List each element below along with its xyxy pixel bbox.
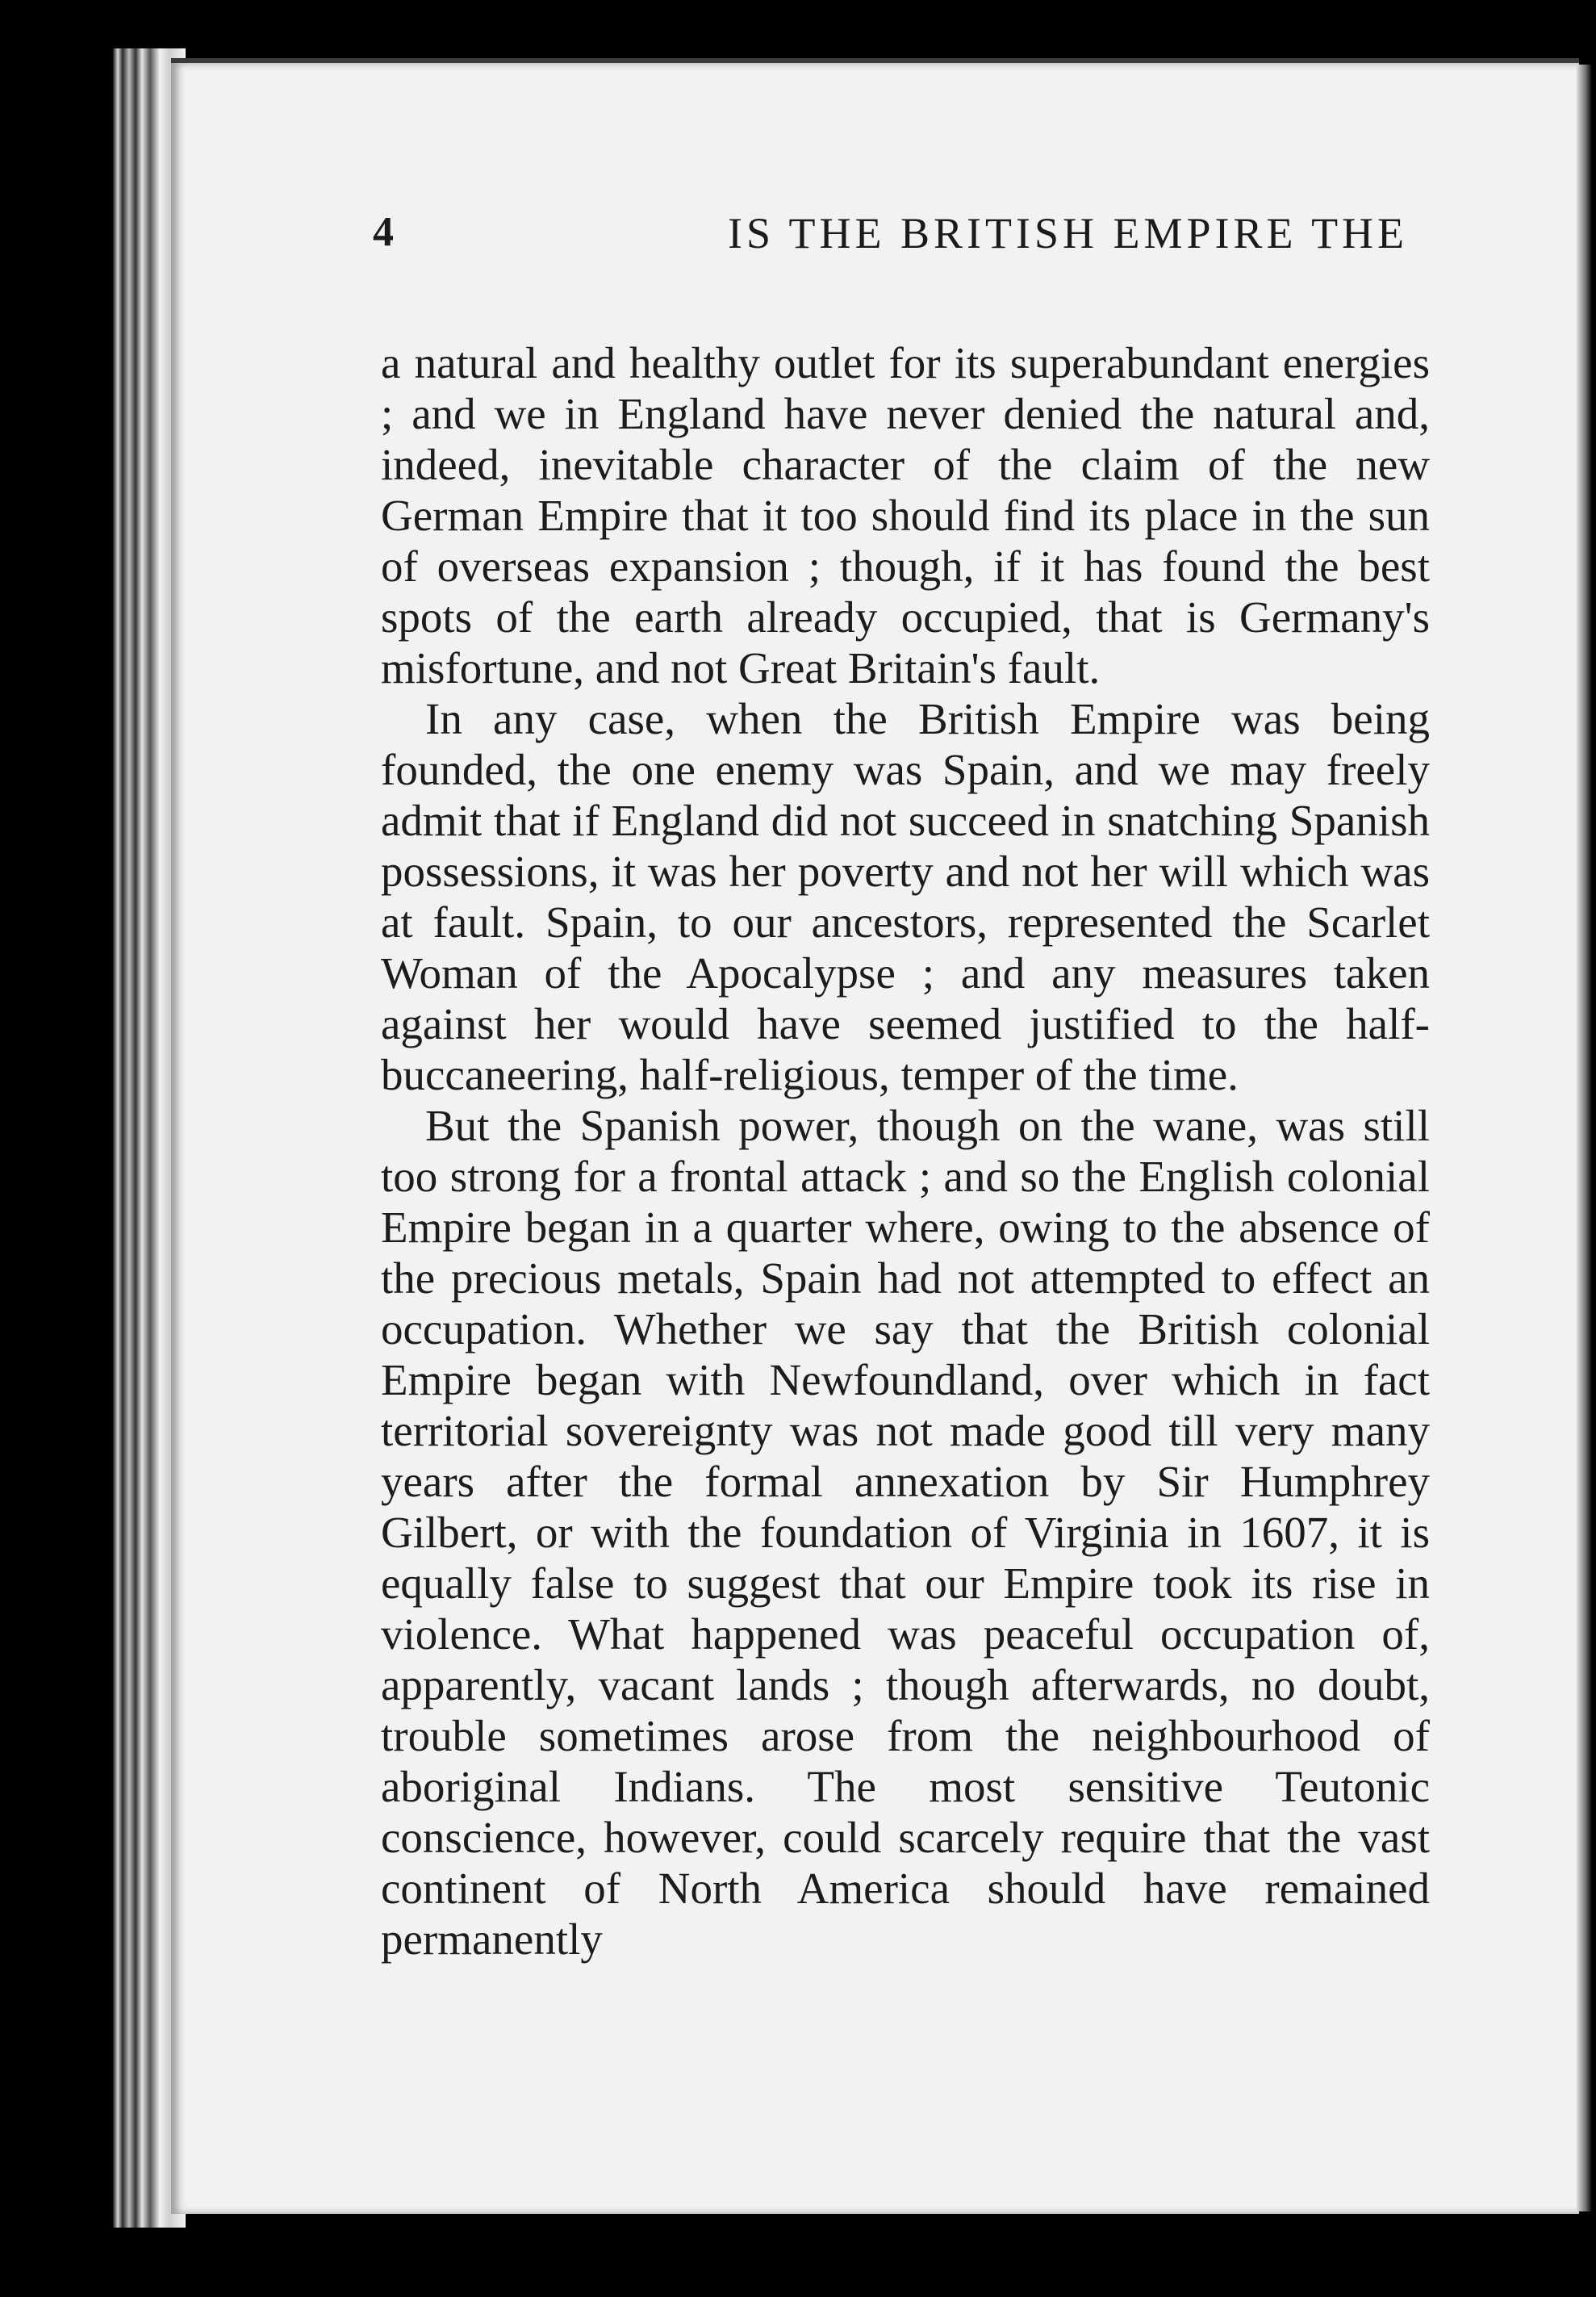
paragraph-3: But the Spanish power, though on the wane, was still too strong for a frontal attack ; and so the English colonial Empire began in a quarter where, owing to the absence of the precious metals, Spain had not attempted to effect an occupation. Whether we say that the British colonial Empire began with Newfoundland, over which in fact territorial sovereignty was not made good till very many years after the formal annexation by Sir Humphrey Gilbert, or with the foundation of Virginia in 1607, it is equally false to suggest that our Empire took its rise in violence. What happened was peaceful occupation of, apparently, vacant lands ; though afterwards, no doubt, trouble sometimes arose from the neighbourhood of aboriginal Indians. The most sensitive Teutonic conscience, however, could scarcely require that the vast continent of North America should have remained permanently xyxy=(381,1101,1430,1964)
page-number: 4 xyxy=(373,209,394,255)
page-right-edge xyxy=(1577,65,1591,2211)
running-head xyxy=(373,208,1422,297)
body-text xyxy=(381,337,1430,1964)
book-page xyxy=(171,58,1579,2214)
running-head-title: IS THE BRITISH EMPIRE THE xyxy=(728,209,1409,257)
paragraph-1: a natural and healthy outlet for its superabundant energies ; and we in England have never denied the natural and, indeed, inevitable character of the claim of the new German Empire that it too should find its place in the sun of overseas expansion ; though, if it has found the best spots of the earth already occupied, that is Germany's misfortune, and not Great Britain's fault. xyxy=(381,338,1430,692)
paragraph-2: In any case, when the British Empire was being founded, the one enemy was Spain, and we may freely admit that if England did not succeed in snatching Spanish possessions, it was her poverty and not her will which was at fault. Spain, to our ancestors, represented the Scarlet Woman of the Apocalypse ; and any measures taken against her would have seemed justified to the half-buccaneering, half-religious, temper of the time. xyxy=(381,694,1430,1099)
